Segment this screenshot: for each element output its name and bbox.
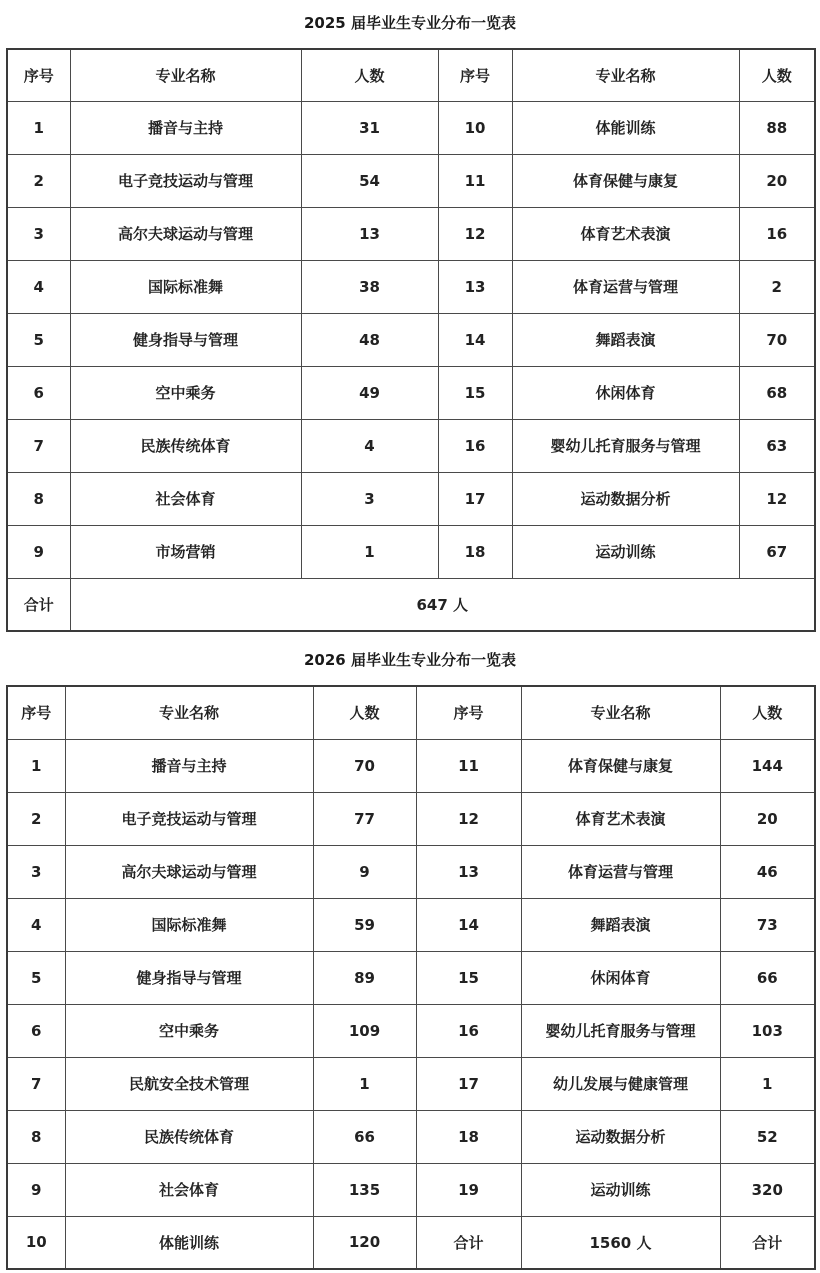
- cell-index: 18: [438, 525, 512, 578]
- cell-major: 民族传统体育: [70, 419, 301, 472]
- cell-index: 19: [416, 1163, 521, 1216]
- table-row: [7, 366, 815, 419]
- table-row: [7, 792, 815, 845]
- table-2025-majors: [6, 48, 816, 632]
- cell-index: 15: [416, 951, 521, 1004]
- cell-count: 70: [313, 739, 416, 792]
- cell-count: 13: [301, 207, 438, 260]
- cell-index: 14: [438, 313, 512, 366]
- cell-index: 17: [438, 472, 512, 525]
- cell-count: 12: [739, 472, 815, 525]
- cell-count: 103: [720, 1004, 815, 1057]
- cell-major: 幼儿发展与健康管理: [521, 1057, 720, 1110]
- cell-count: 63: [739, 419, 815, 472]
- cell-count: 52: [720, 1110, 815, 1163]
- header-major: 专业名称: [70, 49, 301, 101]
- cell-count: 1: [720, 1057, 815, 1110]
- header-index: 序号: [438, 49, 512, 101]
- table-row: [7, 1057, 815, 1110]
- cell-major: 舞蹈表演: [521, 898, 720, 951]
- cell-index: 3: [7, 845, 65, 898]
- cell-count: 135: [313, 1163, 416, 1216]
- cell-count: 46: [720, 845, 815, 898]
- cell-major: 民族传统体育: [65, 1110, 313, 1163]
- cell-index: 2: [7, 792, 65, 845]
- table-2026-majors: [6, 685, 816, 1270]
- cell-count: 合计: [720, 1216, 815, 1269]
- cell-count: 20: [739, 154, 815, 207]
- cell-count: 88: [739, 101, 815, 154]
- table-row: [7, 419, 815, 472]
- header-count: 人数: [301, 49, 438, 101]
- cell-major: 高尔夫球运动与管理: [70, 207, 301, 260]
- cell-major: 体能训练: [512, 101, 739, 154]
- cell-major: 休闲体育: [521, 951, 720, 1004]
- cell-count: 4: [301, 419, 438, 472]
- table-row: [7, 898, 815, 951]
- header-count: 人数: [720, 686, 815, 739]
- table-row: [7, 951, 815, 1004]
- cell-major: 运动数据分析: [512, 472, 739, 525]
- cell-index: 16: [438, 419, 512, 472]
- cell-index: 12: [416, 792, 521, 845]
- cell-count: 120: [313, 1216, 416, 1269]
- cell-index: 11: [438, 154, 512, 207]
- cell-count: 16: [739, 207, 815, 260]
- table-row: [7, 313, 815, 366]
- cell-count: 73: [720, 898, 815, 951]
- cell-count: 3: [301, 472, 438, 525]
- cell-count: 1: [313, 1057, 416, 1110]
- cell-index: 4: [7, 260, 70, 313]
- cell-major: 体育保健与康复: [521, 739, 720, 792]
- cell-index: 10: [7, 1216, 65, 1269]
- cell-major: 空中乘务: [70, 366, 301, 419]
- cell-count: 66: [720, 951, 815, 1004]
- header-major: 专业名称: [512, 49, 739, 101]
- cell-count: 144: [720, 739, 815, 792]
- cell-index: 8: [7, 1110, 65, 1163]
- cell-index: 6: [7, 1004, 65, 1057]
- header-index: 序号: [7, 686, 65, 739]
- table-row: [7, 1216, 815, 1269]
- cell-major: 播音与主持: [65, 739, 313, 792]
- cell-major: 社会体育: [65, 1163, 313, 1216]
- cell-major: 国际标准舞: [65, 898, 313, 951]
- cell-count: 66: [313, 1110, 416, 1163]
- cell-index: 5: [7, 951, 65, 1004]
- cell-major: 运动数据分析: [521, 1110, 720, 1163]
- cell-count: 70: [739, 313, 815, 366]
- table-row: [7, 260, 815, 313]
- cell-major: 舞蹈表演: [512, 313, 739, 366]
- cell-major: 运动训练: [521, 1163, 720, 1216]
- total-value: 647 人: [70, 578, 815, 631]
- cell-major: 健身指导与管理: [70, 313, 301, 366]
- cell-major: 体育保健与康复: [512, 154, 739, 207]
- cell-major: 体育艺术表演: [512, 207, 739, 260]
- table-row: [7, 1163, 815, 1216]
- cell-major: 国际标准舞: [70, 260, 301, 313]
- table-row: [7, 525, 815, 578]
- cell-index: 12: [438, 207, 512, 260]
- cell-major: 高尔夫球运动与管理: [65, 845, 313, 898]
- cell-index: 4: [7, 898, 65, 951]
- cell-index: 7: [7, 1057, 65, 1110]
- cell-count: 20: [720, 792, 815, 845]
- total-row: [7, 578, 815, 631]
- cell-major: 运动训练: [512, 525, 739, 578]
- header-index: 序号: [416, 686, 521, 739]
- cell-major: 体能训练: [65, 1216, 313, 1269]
- header-row: [7, 686, 815, 739]
- cell-index: 15: [438, 366, 512, 419]
- cell-index: 7: [7, 419, 70, 472]
- cell-major: 婴幼儿托育服务与管理: [512, 419, 739, 472]
- cell-major: 社会体育: [70, 472, 301, 525]
- cell-major: 民航安全技术管理: [65, 1057, 313, 1110]
- cell-index: 合计: [416, 1216, 521, 1269]
- table2-title: 2026 届毕业生专业分布一览表: [304, 651, 516, 669]
- cell-index: 14: [416, 898, 521, 951]
- cell-index: 13: [416, 845, 521, 898]
- cell-index: 1: [7, 101, 70, 154]
- cell-count: 77: [313, 792, 416, 845]
- header-index: 序号: [7, 49, 70, 101]
- cell-index: 11: [416, 739, 521, 792]
- cell-index: 2: [7, 154, 70, 207]
- header-count: 人数: [739, 49, 815, 101]
- cell-count: 89: [313, 951, 416, 1004]
- cell-major: 播音与主持: [70, 101, 301, 154]
- cell-major: 体育运营与管理: [512, 260, 739, 313]
- cell-index: 17: [416, 1057, 521, 1110]
- cell-count: 9: [313, 845, 416, 898]
- cell-index: 3: [7, 207, 70, 260]
- table-row: [7, 472, 815, 525]
- cell-index: 18: [416, 1110, 521, 1163]
- table-row: [7, 845, 815, 898]
- header-major: 专业名称: [65, 686, 313, 739]
- cell-index: 9: [7, 525, 70, 578]
- cell-major: 休闲体育: [512, 366, 739, 419]
- cell-major: 电子竞技运动与管理: [65, 792, 313, 845]
- cell-count: 59: [313, 898, 416, 951]
- cell-major: 体育艺术表演: [521, 792, 720, 845]
- cell-count: 67: [739, 525, 815, 578]
- cell-index: 1: [7, 739, 65, 792]
- cell-index: 10: [438, 101, 512, 154]
- table-row: [7, 207, 815, 260]
- table-row: [7, 1004, 815, 1057]
- cell-count: 48: [301, 313, 438, 366]
- header-count: 人数: [313, 686, 416, 739]
- cell-count: 2: [739, 260, 815, 313]
- cell-count: 68: [739, 366, 815, 419]
- header-row: [7, 49, 815, 101]
- cell-major: 体育运营与管理: [521, 845, 720, 898]
- table-row: [7, 739, 815, 792]
- cell-count: 31: [301, 101, 438, 154]
- cell-index: 9: [7, 1163, 65, 1216]
- cell-count: 54: [301, 154, 438, 207]
- cell-count: 49: [301, 366, 438, 419]
- cell-major: 空中乘务: [65, 1004, 313, 1057]
- cell-major: 电子竞技运动与管理: [70, 154, 301, 207]
- cell-index: 13: [438, 260, 512, 313]
- cell-count: 320: [720, 1163, 815, 1216]
- cell-count: 1: [301, 525, 438, 578]
- cell-major: 市场营销: [70, 525, 301, 578]
- table1-title: 2025 届毕业生专业分布一览表: [304, 14, 516, 32]
- table-row: [7, 101, 815, 154]
- table-row: [7, 154, 815, 207]
- cell-index: 6: [7, 366, 70, 419]
- cell-count: 38: [301, 260, 438, 313]
- cell-index: 8: [7, 472, 70, 525]
- cell-count: 109: [313, 1004, 416, 1057]
- cell-major: 1560 人: [521, 1216, 720, 1269]
- cell-index: 5: [7, 313, 70, 366]
- cell-major: 婴幼儿托育服务与管理: [521, 1004, 720, 1057]
- header-major: 专业名称: [521, 686, 720, 739]
- cell-major: 健身指导与管理: [65, 951, 313, 1004]
- cell-index: 16: [416, 1004, 521, 1057]
- total-label: 合计: [7, 578, 70, 631]
- table-row: [7, 1110, 815, 1163]
